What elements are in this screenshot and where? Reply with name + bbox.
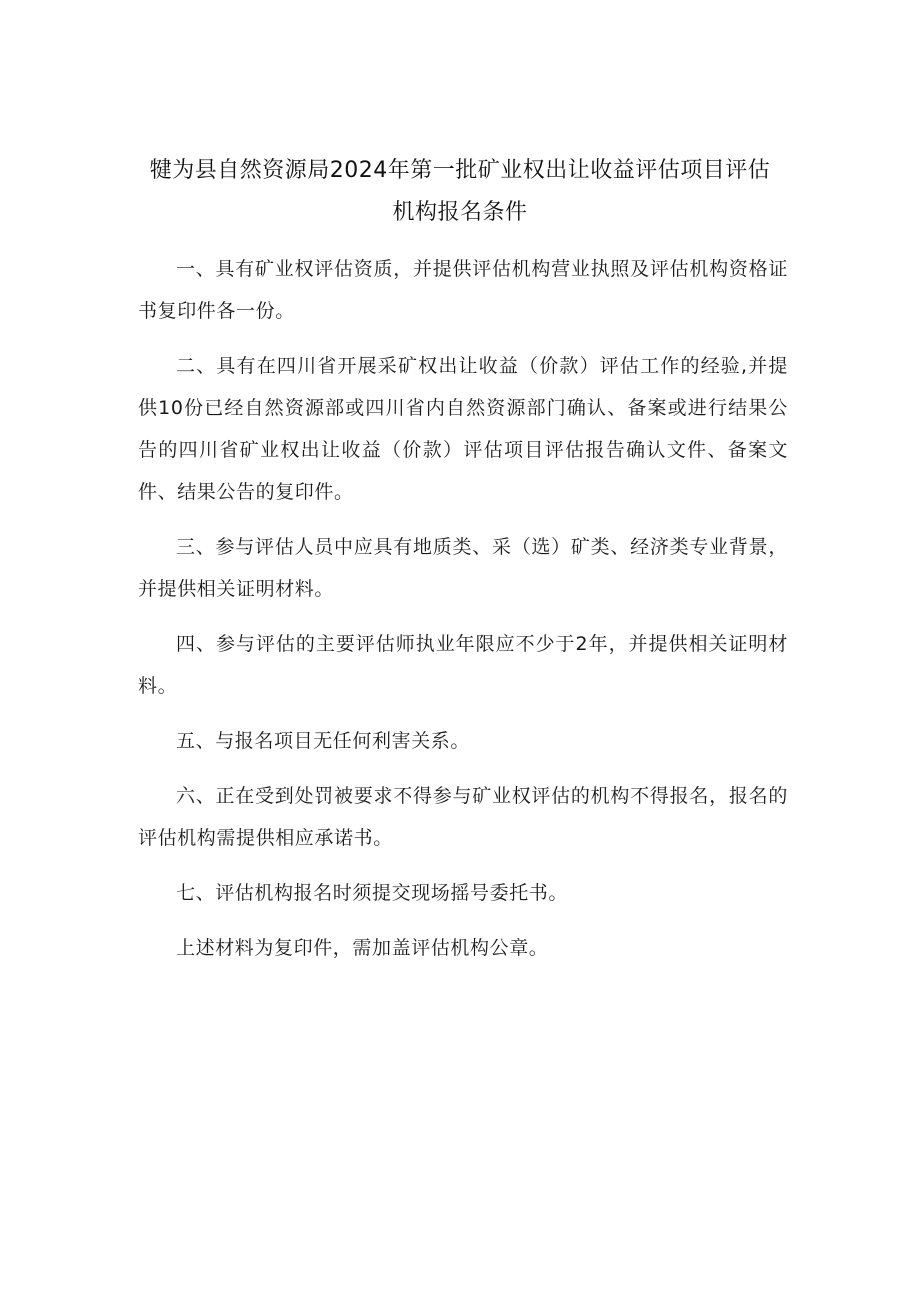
document-title <box>120 150 800 234</box>
condition-3: 三、参与评估人员中应具有地质类、采（选）矿类、经济类专业背景，并提供相关证明材料。 <box>138 536 788 600</box>
condition-1: 一、具有矿业权评估资质，并提供评估机构营业执照及评估机构资格证书复印件各一份。 <box>138 258 788 322</box>
title-line-1: 犍为县自然资源局2024年第一批矿业权出让收益评估项目评估 <box>149 158 771 183</box>
condition-6: 六、正在受到处罚被要求不得参与矿业权评估的机构不得报名，报名的评估机构需提供相应承诺书。 <box>138 785 788 849</box>
closing-note: 上述材料为复印件，需加盖评估机构公章。 <box>176 937 549 959</box>
title-line-2: 机构报名条件 <box>392 200 528 225</box>
condition-5: 五、与报名项目无任何利害关系。 <box>176 730 471 752</box>
document-body <box>138 248 788 982</box>
condition-7: 七、评估机构报名时须提交现场摇号委托书。 <box>176 882 569 904</box>
condition-4: 四、参与评估的主要评估师执业年限应不少于2年，并提供相关证明材料。 <box>138 633 788 697</box>
condition-2: 二、具有在四川省开展采矿权出让收益（价款）评估工作的经验,并提供10份已经自然资源部或四川省内自然资源部门确认、备案或进行结果公告的四川省矿业权出让收益（价款）评估项目评估报告确认文件、备案文件、结果公告的复印件。 <box>138 355 788 503</box>
